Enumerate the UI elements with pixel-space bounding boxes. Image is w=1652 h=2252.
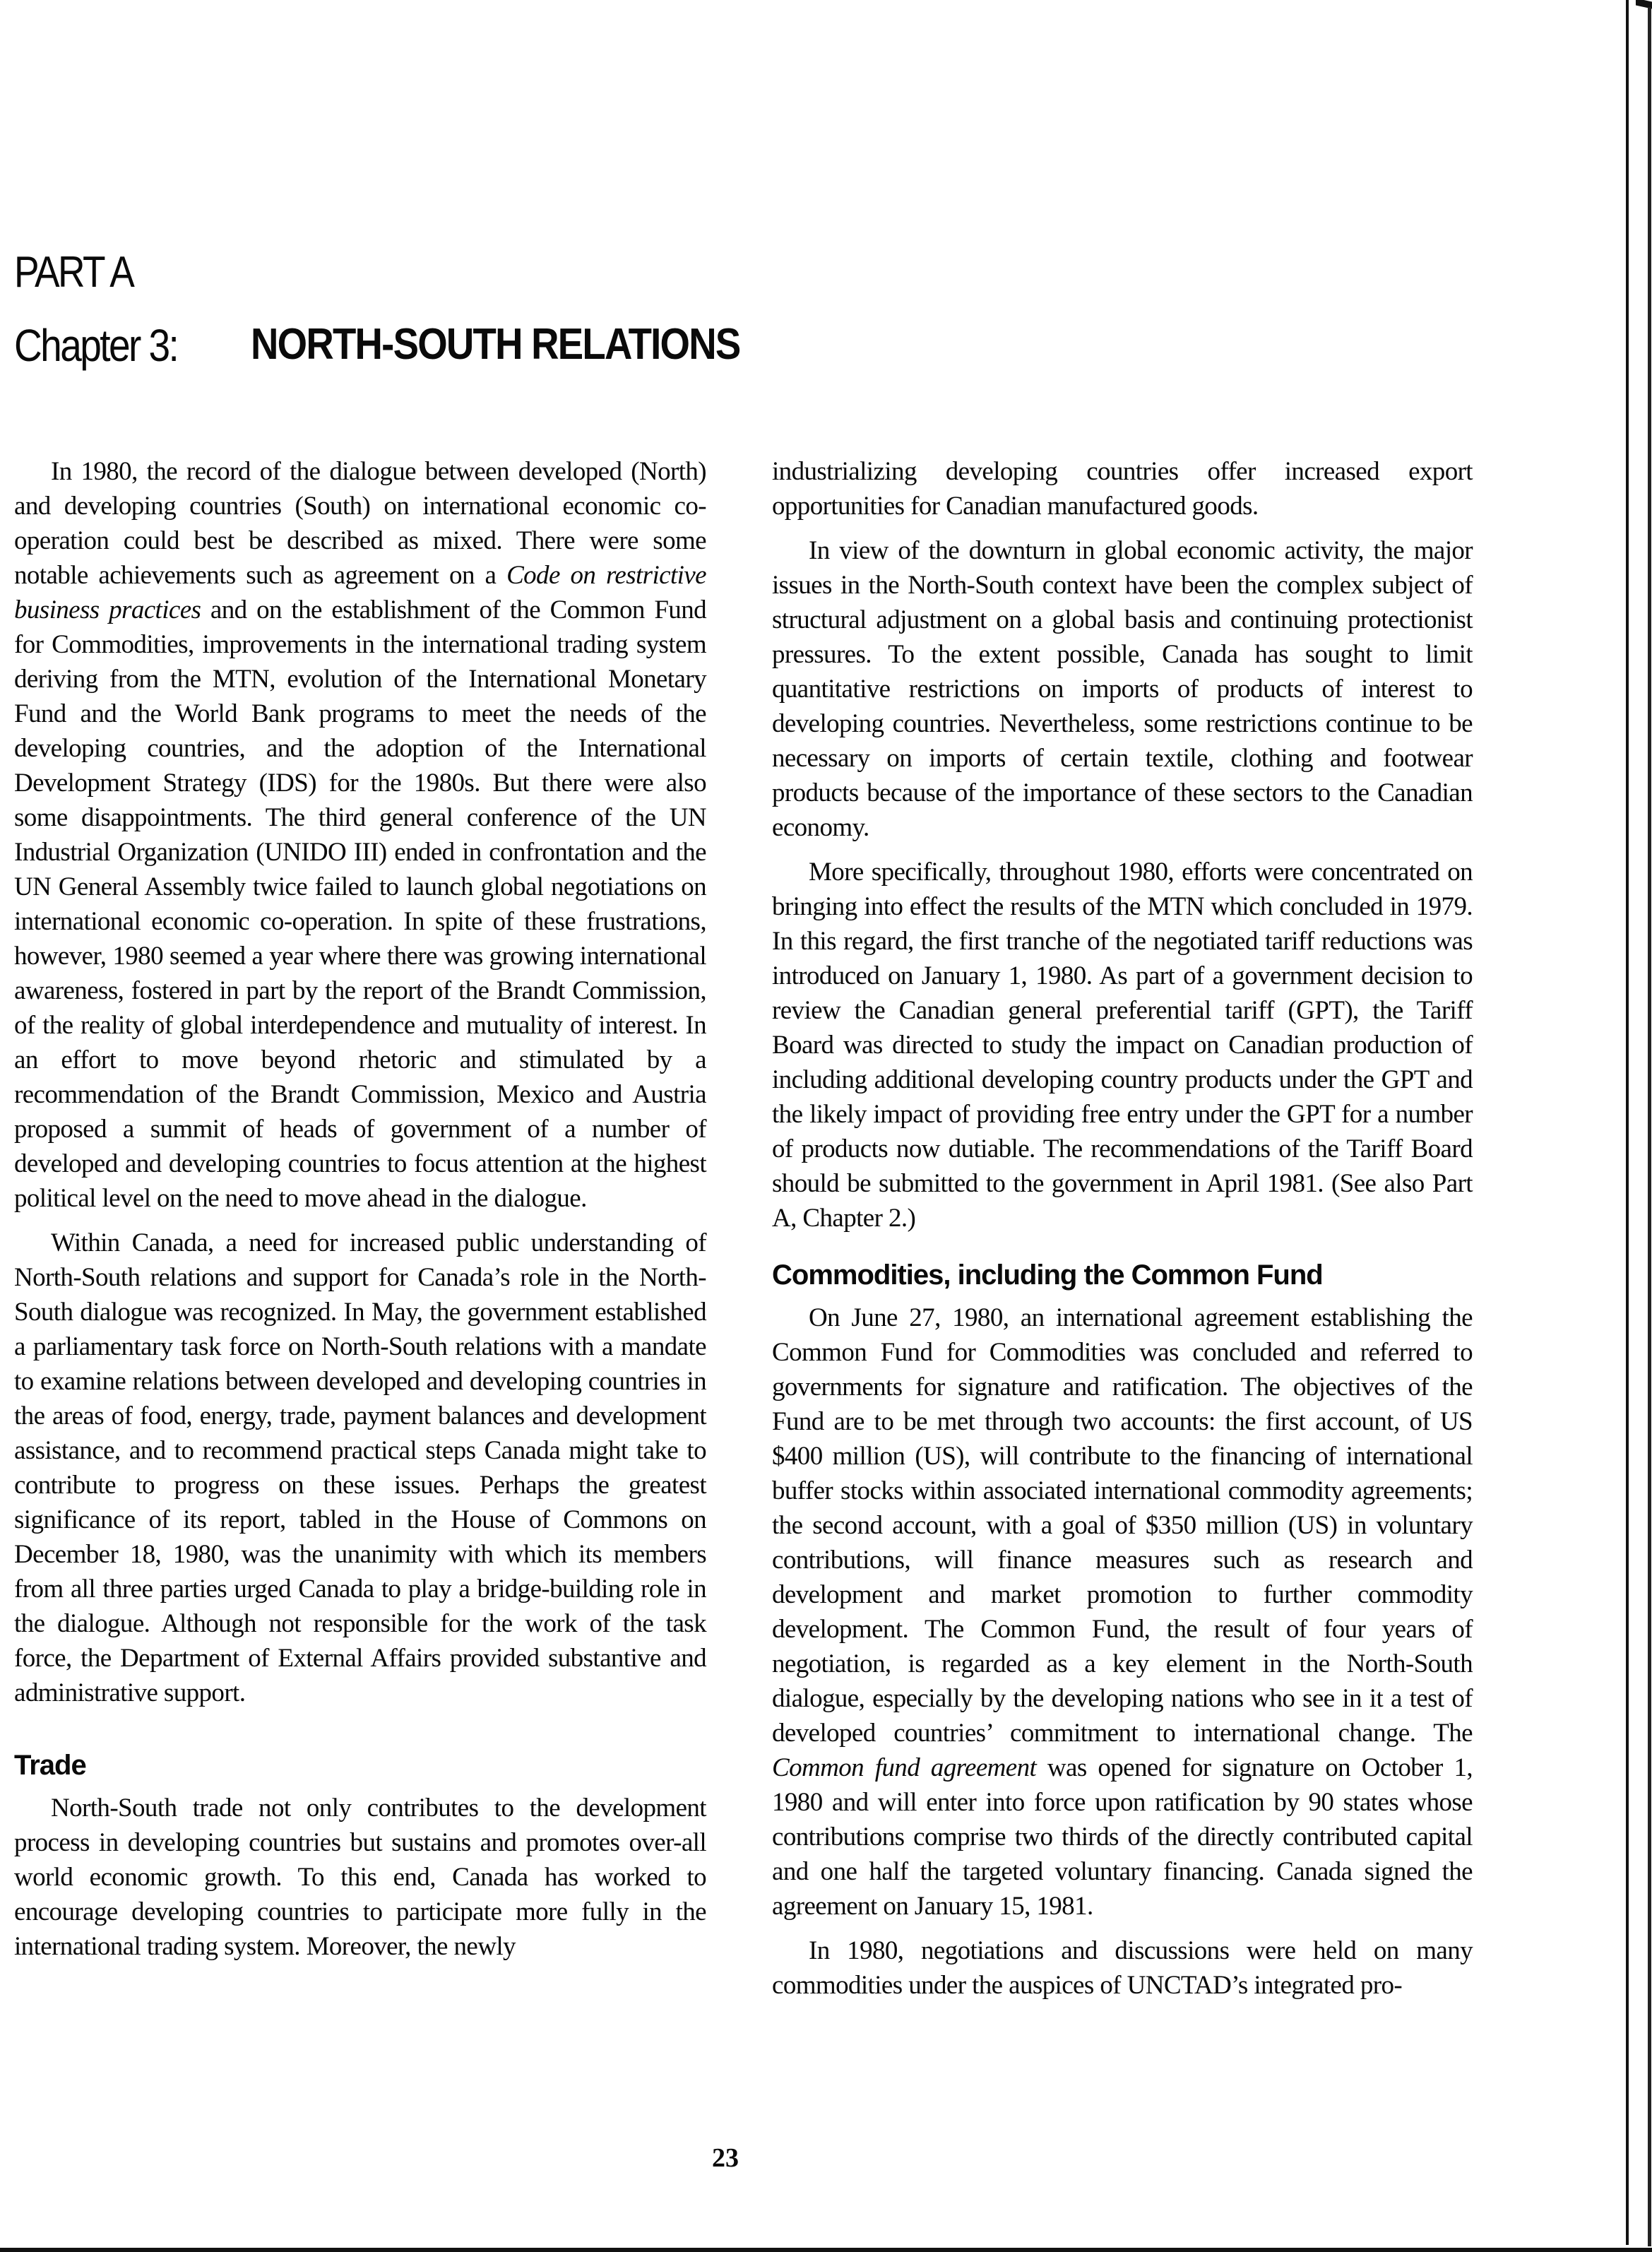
italic-title-code-on-restrictive-business-practices: Code on restrictive business practices xyxy=(14,561,706,624)
right-column xyxy=(772,454,1473,2013)
text-segment: was opened for signature on October 1, 1980 and will enter into force upon ratification by 90 states whose contributions comprise two thirds of the directly contributed capital and one half the targeted voluntary financing. Canada signed the agreement on January 15, 1981. xyxy=(772,1753,1473,1921)
section-heading-commodities: Commodities, including the Common Fund xyxy=(772,1260,1323,1291)
scan-right-border xyxy=(1648,7,1651,2246)
text-segment: In 1980, the record of the dialogue between developed (North) and developing countries (South) on international economic co-operation could best be described as mixed. There were some notable achievements such as agreement on a xyxy=(14,457,706,590)
section-heading-trade: Trade xyxy=(14,1750,86,1781)
unctad-paragraph xyxy=(772,1933,1473,2003)
page-number: 23 xyxy=(712,2143,739,2173)
part-label: PART A xyxy=(14,248,133,297)
scan-bottom-border xyxy=(0,2248,1652,2252)
mtn-paragraph: More specifically, throughout 1980, efforts were concentrated on bringing into effect the results of the MTN which concluded in 1979. In this regard, the first tranche of the negotiated tariff reductions was introduced on January 1, 1980. As part of a government decision to review the Canadian general preferential tariff (GPT), the Tariff Board was directed to study the impact on Canadian production of including additional developing country products under the GPT and the likely impact of providing free entry under the GPT for a number of products now dutiable. The recommendations of the Tariff Board should be submitted to the government in April 1981. (See also Part A, Chapter 2.) xyxy=(772,858,1473,1233)
italic-title-common-fund-agreement: Common fund agreement xyxy=(772,1753,1037,1782)
text-segment: Within Canada, a need for increased public understanding of North-South relations and support for Canada’s role in the North-South dialogue was recognized. In May, the government established a parliamentary task force on North-South relations with a mandate to examine relations between developed and developing countries in the areas of food, energy, trade, payment balances and development assistance, and to recommend practical steps Canada might take to contribute to progress on these issues. Perhaps the greatest significance of its report, tabled in the House of Commons on December 18, 1980, was the unanimity with which its members from all three parties urged Canada to play a bridge-building role in the dialogue. Although not responsible for the work of the task force, the Department of External Affairs provided substantive and administrative support. xyxy=(14,1228,706,1707)
text-segment: On June 27, 1980, an international agreement establishing the Common Fund for Commodities was concluded and referred to governments for signature and ratification. The objectives of the Fund are to be met through two accounts: the first account, of US $400 million (US), will contribute to the financing of international buffer stocks within associated international commodity agreements; the second account, with a goal of $350 million (US) in voluntary contributions, will finance measures such as research and development and market promotion to further commodity development. The Common Fund, the result of four years of negotiation, is regarded as a key element in the North-South dialogue, especially by the developing nations who see in it a test of developed countries’ commitment to international change. The xyxy=(772,1303,1473,1748)
chapter-number: Chapter 3: xyxy=(14,320,178,371)
text-segment: In 1980, negotiations and discussions were held on many commodities under the auspices of UNCTAD’s integrated pro- xyxy=(772,1936,1473,2000)
within-canada-paragraph xyxy=(14,1226,706,1710)
text-segment: and on the establishment of the Common Fund for Commodities, improvements in the international trading system deriving from the MTN, evolution of the International Monetary Fund and the World Bank programs to meet the needs of the developing countries, and the adoption of the International Development Strategy (IDS) for the 1980s. But there were also some disappointments. The third general conference of the UN Industrial Organization (UNIDO III) ended in confrontation and the UN General Assembly twice failed to launch global negotiations on international economic co-operation. In spite of these frustrations, however, 1980 seemed a year where there was growing international awareness, fostered in part by the report of the Brandt Commission, of the reality of global interdependence and mutuality of interest. In an effort to move beyond rhetoric and stimulated by a recommendation of the Brandt Commission, Mexico and Austria proposed a summit of heads of government of a number of developed and developing countries to focus attention at the highest political level on the need to move ahead in the dialogue. xyxy=(14,595,707,1213)
chapter-title: NORTH-SOUTH RELATIONS xyxy=(251,320,740,369)
chapter-heading xyxy=(14,319,740,372)
left-column xyxy=(14,454,706,1974)
common-fund-paragraph xyxy=(772,1300,1473,1924)
downturn-paragraph: In view of the downturn in global economic activity, the major issues in the North-South context have been the complex subject of structural adjustment on a global basis and continuing protectionist pressures. To the extent possible, Canada has sought to limit quantitative restrictions on imports of products of interest to developing countries. Nevertheless, some restrictions continue to be necessary on imports of certain textile, clothing and footwear products because of the importance of these sectors to the Canadian economy. xyxy=(772,536,1473,842)
trade-paragraph: North-South trade not only contributes to the development process in developing countries but sustains and promotes over-all world economic growth. To this end, Canada has worked to encourage developing countries to participate more fully in the international trading system. Moreover, the newly xyxy=(14,1794,706,1961)
intro-paragraph xyxy=(14,454,706,1216)
scan-edge-line xyxy=(1626,0,1629,2245)
trade-paragraph-continuation: industrializing developing countries offer increased export opportunities for Canadian manufactured goods. xyxy=(772,457,1473,521)
